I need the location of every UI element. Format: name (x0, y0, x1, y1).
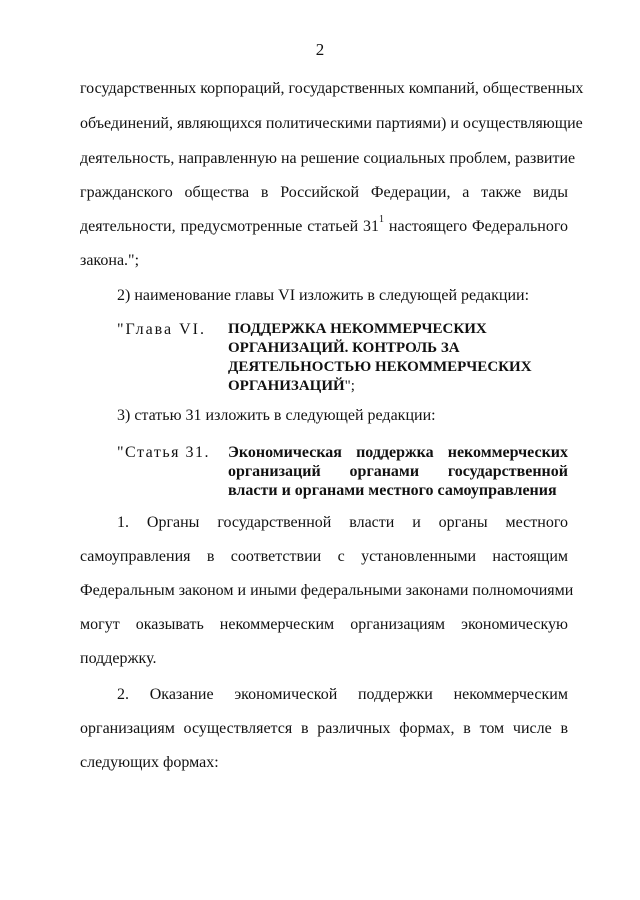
paragraph-line: деятельность, направленную на решение социальных проблем, развитие (80, 150, 576, 167)
chapter-label: "Глава VI. (117, 321, 206, 338)
paragraph-line-with-footnote (80, 214, 568, 236)
chapter-title-text: ПОДДЕРЖКА НЕКОММЕРЧЕСКИХ ОРГАНИЗАЦИЙ. КОНТРОЛЬ ЗА ДЕЯТЕЛЬНОСТЬЮ НЕКОММЕРЧЕСКИХ ОРГАНИЗАЦИЙ (228, 321, 532, 394)
clause-line: 1. Органы государственной власти и органы местного (117, 514, 568, 531)
superscript: 1 (379, 214, 385, 225)
chapter-title-end: "; (344, 378, 355, 394)
article-title: Экономическая поддержка некоммерческих организаций органами государственной власти и органами местного самоуправления (228, 444, 568, 499)
list-item-3: 3) статью 31 изложить в следующей редакции: (117, 407, 436, 424)
list-item-2: 2) наименование главы VI изложить в следующей редакции: (117, 287, 530, 304)
paragraph-line: закона."; (80, 252, 140, 269)
paragraph-line: гражданского общества в Российской Федерации, а также виды (80, 184, 568, 201)
clause-line: следующих формах: (80, 754, 219, 771)
clause-line: могут оказывать некоммерческим организациям экономическую (80, 616, 568, 633)
article-label: "Статья 31. (117, 444, 211, 461)
clause-line: Федеральным законом и иными федеральными законами полномочиями (80, 582, 574, 599)
line-text: настоящего Федерального (384, 218, 568, 235)
paragraph-line: государственных корпораций, государственных компаний, общественных (80, 80, 584, 97)
clause-line: поддержку. (80, 650, 157, 667)
clause-line: 2. Оказание экономической поддержки некоммерческим (117, 686, 568, 703)
clause-line: организациям осуществляется в различных формах, в том числе в (80, 720, 568, 737)
clause-line: самоуправления в соответствии с установленными настоящим (80, 548, 568, 565)
line-text: деятельности, предусмотренные статьей 31 (80, 218, 380, 235)
page-number: 2 (315, 40, 325, 59)
paragraph-line: объединений, являющихся политическими партиями) и осуществляющие (80, 115, 583, 132)
chapter-title (228, 320, 568, 396)
